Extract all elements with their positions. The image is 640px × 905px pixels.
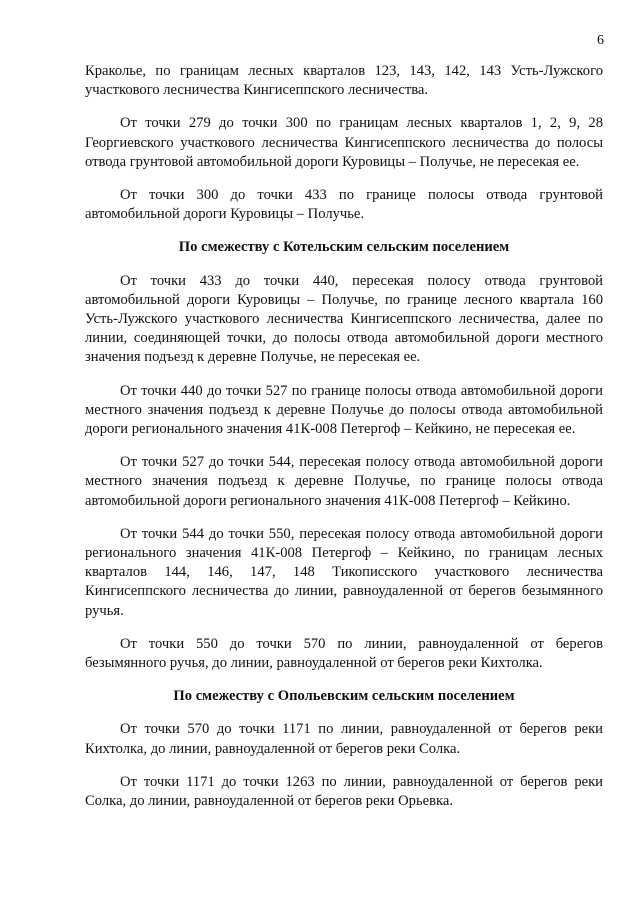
section-heading-kotelskoe: По смежеству с Котельским сельским поселением	[178, 239, 510, 256]
paragraph-point-570: От точки 570 до точки 1171 по линии, равноудаленной от берегов реки Кихтолка, до линии, равноудаленной от берегов реки Солка.	[85, 721, 603, 757]
paragraph-point-433: От точки 433 до точки 440, пересекая полосу отвода грунтовой автомобильной дороги Куровицы – Получье, по границе лесного квартала 160 Усть-Лужского участкового лесничества Кингисеппского лесничества, далее по линии, соединяющей точки, до полосы отвода автомобильной дороги местного значения подъезд к деревне Получье, не пересекая ее.	[85, 272, 603, 366]
paragraph-point-544: От точки 544 до точки 550, пересекая полосу отвода автомобильной дороги регионального значения 41К-008 Петергоф – Кейкино, по границам лесных кварталов 144, 146, 147, 148 Тикописского участкового лесничества Кингисеппского лесничества до линии, равноудаленной от берегов безымянного ручья.	[85, 525, 603, 619]
paragraph-point-279: От точки 279 до точки 300 по границам лесных кварталов 1, 2, 9, 28 Георгиевского участкового лесничества Кингисеппского лесничества до полосы отвода грунтовой автомобильной дороги Куровицы – Получье, не пересекая ее.	[85, 115, 603, 170]
page-number: 6	[597, 33, 604, 48]
paragraph-point-527: От точки 527 до точки 544, пересекая полосу отвода автомобильной дороги местного значения подъезд к деревне Получье, по границе полосы отвода автомобильной дороги регионального значения 41К-008 Петергоф – Кейкино.	[85, 454, 603, 509]
paragraph-point-1171: От точки 1171 до точки 1263 по линии, равноудаленной от берегов реки Солка, до линии, равноудаленной от берегов реки Орьевка.	[85, 773, 603, 810]
paragraph-point-550: От точки 550 до точки 570 по линии, равноудаленной от берегов безымянного ручья, до линии, равноудаленной от берегов реки Кихтолка.	[85, 635, 603, 672]
section-heading-opolevskoe: По смежеству с Опольевским сельским поселением	[173, 688, 515, 705]
document-body	[85, 62, 603, 825]
paragraph-point-440: От точки 440 до точки 527 по границе полосы отвода автомобильной дороги местного значения подъезд к деревне Получье до полосы отвода автомобильной дороги регионального значения 41К-008 Петергоф – Кейкино, не пересекая ее.	[85, 382, 603, 438]
paragraph-point-300: От точки 300 до точки 433 по границе полосы отвода грунтовой автомобильной дороги Куровицы – Получье.	[85, 187, 603, 223]
paragraph-continuation: Кракольe, по границам лесных кварталов 123, 143, 142, 143 Усть-Лужского участкового лесничества Кингисеппского лесничества.	[85, 63, 603, 99]
